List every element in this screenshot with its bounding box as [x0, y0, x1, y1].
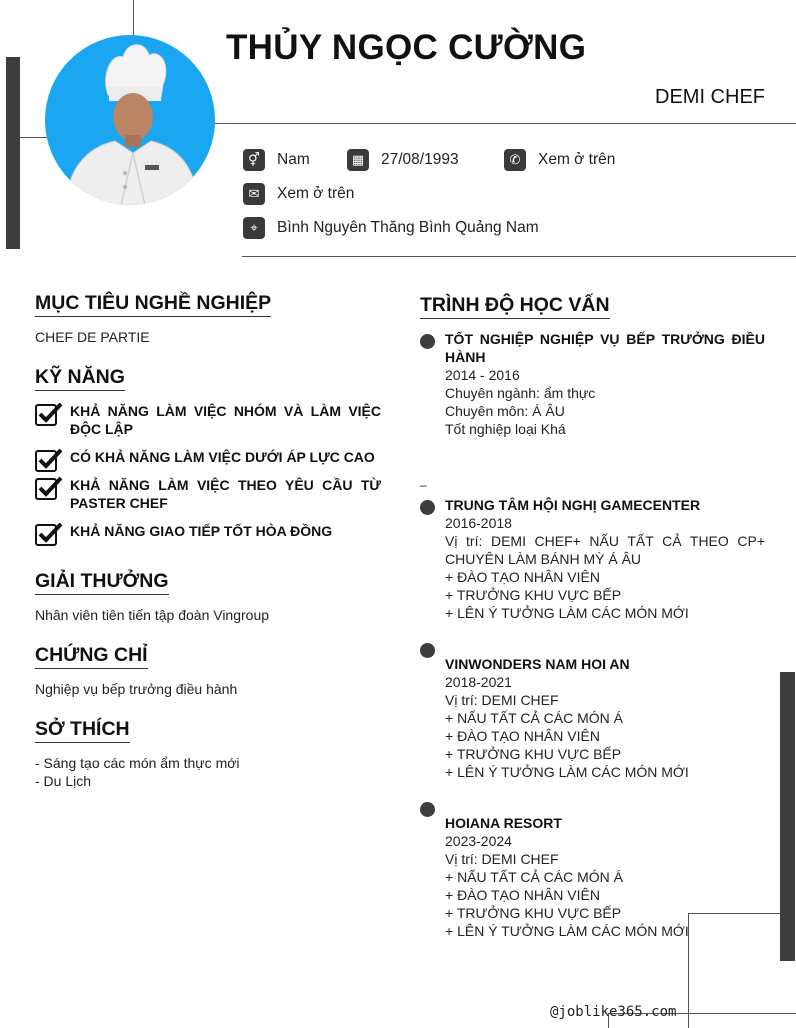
skill-item — [35, 448, 381, 472]
divider — [215, 123, 796, 124]
education-line: + LÊN Ý TƯỞNG LÀM CÁC MÓN MỚI — [445, 923, 689, 939]
education-line: + TRƯỞNG KHU VỰC BẾP — [445, 587, 622, 603]
skill-item — [35, 402, 381, 438]
skill-text: KHẢ NĂNG LÀM VIỆC THEO YÊU CẦU TỪ PASTER CHEF — [70, 477, 381, 511]
awards-text: Nhân viên tiên tiến tập đoàn Vingroup — [35, 607, 270, 623]
education-line: Vị trí: DEMI CHEF — [445, 692, 559, 708]
education-description: Vị trí: DEMI CHEF+ NẤU TẤT CẢ THEO CP+ CHUYÊN LÀM BÁNH MỲ Á ÂU — [445, 533, 765, 567]
section-title-skills: KỸ NĂNG — [35, 366, 125, 391]
section-title-hobbies: SỞ THÍCH — [35, 718, 130, 743]
email-value: Xem ở trên — [277, 185, 355, 202]
skill-text: CÓ KHẢ NĂNG LÀM VIỆC DƯỚI ÁP LỰC CAO — [70, 449, 375, 465]
education-line: Chuyên môn: Á ÂU — [445, 403, 565, 419]
bullet-dot-icon — [420, 500, 435, 515]
decorative-line — [20, 137, 50, 138]
education-period: 2014 - 2016 — [445, 367, 520, 383]
education-line: Vị trí: DEMI CHEF — [445, 851, 559, 867]
calendar-icon: ▦ — [347, 149, 369, 171]
section-title-education: TRÌNH ĐỘ HỌC VẤN — [420, 294, 610, 319]
mail-icon: ✉ — [243, 183, 265, 205]
certificates-text: Nghiệp vụ bếp trưởng điều hành — [35, 681, 238, 697]
education-title: HOIANA RESORT — [445, 815, 562, 831]
bullet-dot-icon — [420, 334, 435, 349]
education-line: + NẤU TẤT CẢ CÁC MÓN Á — [445, 869, 624, 885]
education-line: Tốt nghiệp loại Khá — [445, 421, 566, 437]
skill-text: KHẢ NĂNG LÀM VIỆC NHÓM VÀ LÀM VIỆC ĐỘC LẬP — [70, 403, 381, 437]
phone-icon: ✆ — [504, 149, 526, 171]
decorative-line — [133, 0, 134, 40]
separator-dash: – — [420, 478, 427, 492]
avatar — [45, 35, 215, 205]
birthday-value: 27/08/1993 — [381, 151, 459, 168]
phone-value: Xem ở trên — [538, 151, 616, 168]
info-email — [243, 183, 354, 205]
candidate-name: THỦY NGỌC CƯỜNG — [226, 28, 587, 67]
chef-portrait-illustration — [45, 35, 215, 205]
education-line: + NẤU TẤT CẢ CÁC MÓN Á — [445, 710, 624, 726]
decorative-bar-right — [780, 672, 795, 961]
education-line: + ĐÀO TẠO NHÂN VIÊN — [445, 728, 600, 744]
education-title: TỐT NGHIỆP NGHIỆP VỤ BẾP TRƯỞNG ĐIỀU HÀNH — [445, 331, 765, 365]
section-title-objective: MỤC TIÊU NGHỀ NGHIỆP — [35, 292, 271, 317]
decorative-bar-left — [6, 57, 20, 249]
gender-icon: ⚥ — [243, 149, 265, 171]
objective-text: CHEF DE PARTIE — [35, 329, 150, 345]
education-line: + LÊN Ý TƯỞNG LÀM CÁC MÓN MỚI — [445, 764, 689, 780]
info-gender — [243, 149, 310, 171]
education-period: 2016-2018 — [445, 515, 512, 531]
education-title: TRUNG TÂM HỘI NGHỊ GAMECENTER — [445, 497, 701, 513]
watermark: @joblike365.com — [550, 1004, 677, 1020]
checkbox-checked-icon — [35, 402, 63, 426]
info-phone — [504, 149, 615, 171]
education-line: + TRƯỞNG KHU VỰC BẾP — [445, 746, 622, 762]
location-icon: ⌖ — [243, 217, 265, 239]
section-title-certificates: CHỨNG CHỈ — [35, 644, 148, 669]
section-title-awards: GIẢI THƯỞNG — [35, 570, 169, 595]
gender-value: Nam — [277, 151, 310, 168]
info-birthday — [347, 149, 459, 171]
job-title: DEMI CHEF — [655, 86, 765, 108]
education-period: 2023-2024 — [445, 833, 512, 849]
skill-item — [35, 522, 381, 546]
education-line: Chuyên ngành: ẩm thực — [445, 385, 596, 401]
bullet-dot-icon — [420, 802, 435, 817]
checkbox-checked-icon — [35, 522, 63, 546]
checkbox-checked-icon — [35, 448, 63, 472]
skill-item — [35, 476, 381, 512]
info-address — [243, 217, 539, 239]
education-line: + ĐÀO TẠO NHÂN VIÊN — [445, 887, 600, 903]
education-line: + TRƯỞNG KHU VỰC BẾP — [445, 905, 622, 921]
hobby-line: - Sáng tạo các món ẩm thực mới — [35, 755, 240, 771]
education-line: + ĐÀO TẠO NHÂN VIÊN — [445, 569, 600, 585]
skill-text: KHẢ NĂNG GIAO TIẾP TỐT HÒA ĐỒNG — [70, 523, 333, 539]
address-value: Bình Nguyên Thăng Bình Quảng Nam — [277, 219, 539, 236]
divider — [242, 256, 796, 257]
education-period: 2018-2021 — [445, 674, 512, 690]
education-line: + LÊN Ý TƯỞNG LÀM CÁC MÓN MỚI — [445, 605, 689, 621]
education-title: VINWONDERS NAM HOI AN — [445, 656, 630, 672]
hobby-line: - Du Lịch — [35, 773, 92, 789]
bullet-dot-icon — [420, 643, 435, 658]
checkbox-checked-icon — [35, 476, 63, 500]
